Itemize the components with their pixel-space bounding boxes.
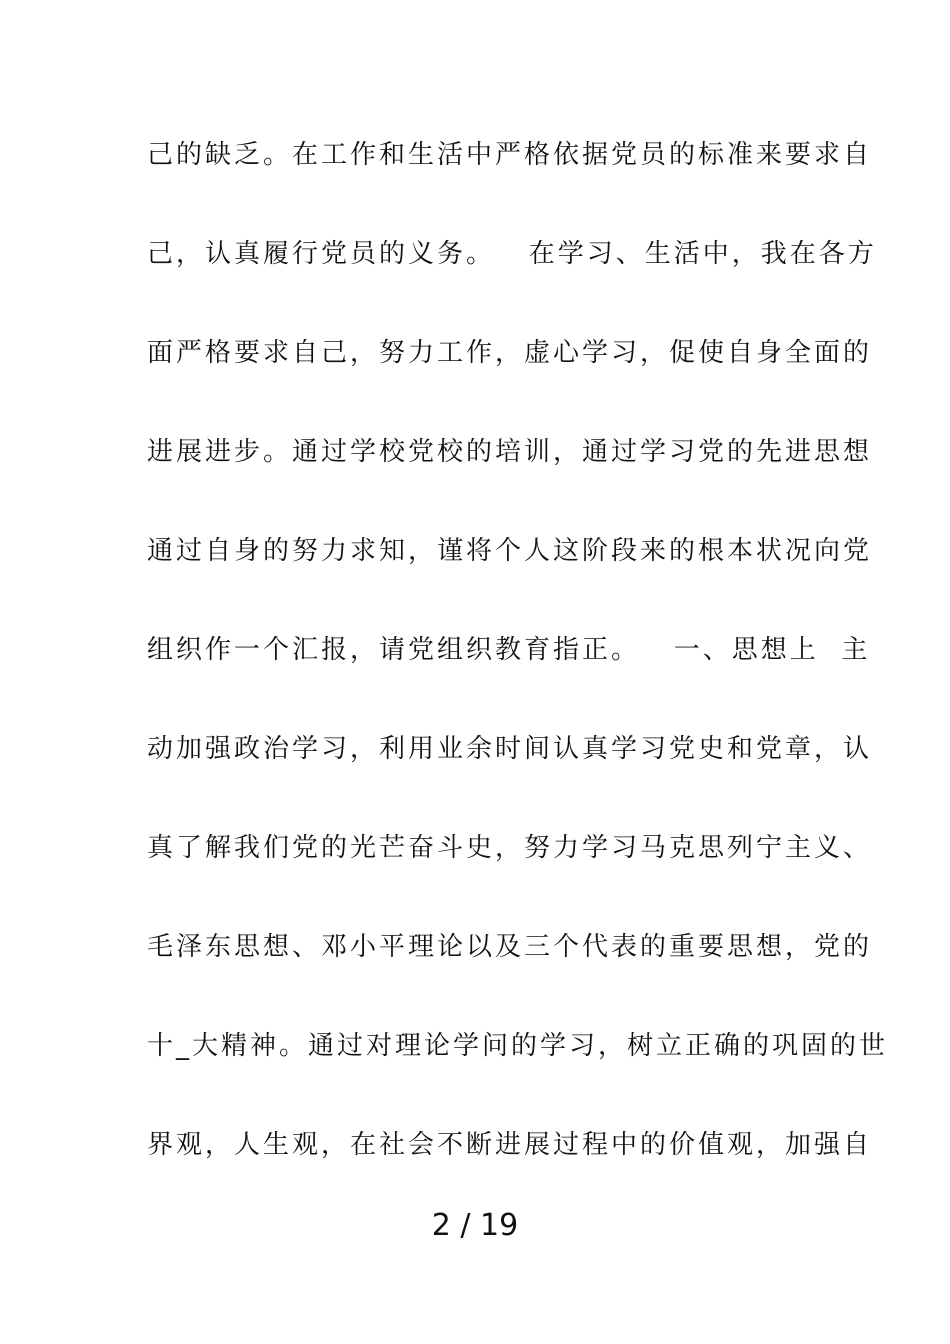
body-text-line: 动加强政治学习，利用业余时间认真学习党史和党章，认 xyxy=(147,734,873,764)
body-text-line: 真了解我们党的光芒奋斗史，努力学习马克思列宁主义、 xyxy=(147,833,873,863)
body-text-line: 十_大精神。通过对理论学问的学习，树立正确的巩固的世 xyxy=(147,1031,889,1061)
body-text-line: 己，认真履行党员的义务。 在学习、生活中，我在各方 xyxy=(147,239,877,269)
body-text-line: 己的缺乏。在工作和生活中严格依据党员的标准来要求自 xyxy=(147,140,873,170)
page-number: 2 / 19 xyxy=(431,1208,519,1243)
body-text-line: 毛泽东思想、邓小平理论以及三个代表的重要思想，党的 xyxy=(147,932,873,962)
body-text-line: 进展进步。通过学校党校的培训，通过学习党的先进思想 xyxy=(147,437,873,467)
body-text-line: 界观，人生观，在社会不断进展过程中的价值观，加强自 xyxy=(147,1130,873,1160)
body-text-line: 组织作一个汇报，请党组织教育指正。 一、思想上 主 xyxy=(147,635,871,665)
body-text-line: 通过自身的努力求知，谨将个人这阶段来的根本状况向党 xyxy=(147,536,873,566)
body-text-line: 面严格要求自己，努力工作，虚心学习，促使自身全面的 xyxy=(147,338,873,368)
